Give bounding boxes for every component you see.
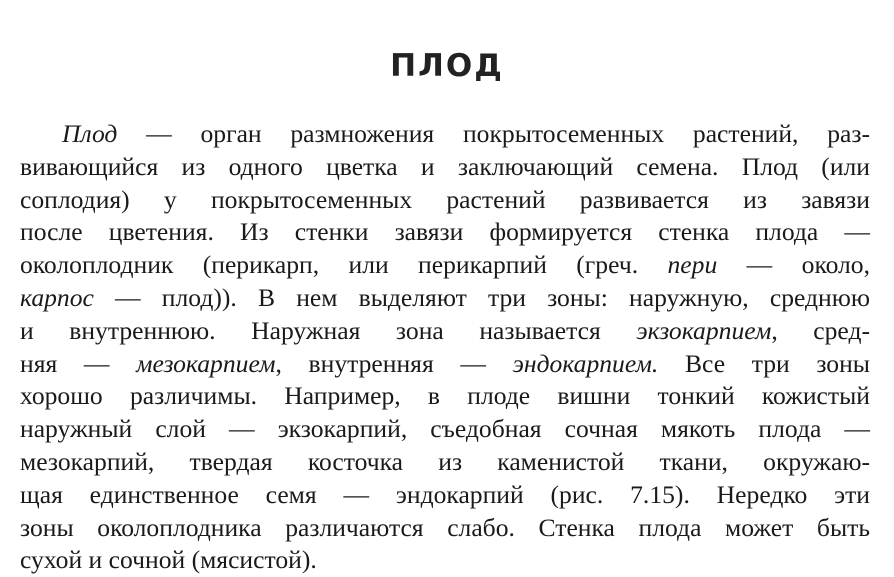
text-run: мезокарпий, твердая косточка из каменистой ткани, окружаю- (20, 446, 870, 476)
text-line (20, 216, 870, 249)
section-heading: ПЛОД (390, 48, 504, 84)
text-line (20, 512, 870, 545)
text-line (20, 446, 870, 479)
text-run: , внутренняя — (275, 348, 513, 378)
text-line (20, 380, 870, 413)
text-line (20, 249, 870, 282)
text-line (20, 282, 870, 315)
text-run: после цветения. Из стенки завязи формируется стенка плода — (20, 217, 870, 247)
text-run: соплодия) у покрытосеменных растений развивается из завязи (20, 184, 870, 214)
text-line (20, 479, 870, 512)
text-run: няя — (20, 348, 137, 378)
body-paragraph (20, 118, 870, 577)
italic-term: карпос (20, 282, 94, 312)
text-run: — около, (717, 250, 871, 280)
text-line (20, 118, 870, 151)
italic-term: Плод (62, 119, 118, 148)
text-line (20, 184, 870, 217)
italic-term: экзокарпием (636, 315, 772, 345)
text-line (20, 151, 870, 184)
text-line (20, 315, 870, 348)
text-run: Все три зоны (658, 348, 870, 378)
text-run: сухой и сочной (мясистой). (20, 545, 317, 575)
text-run: околоплодник (перикарп, или перикарпий (греч. (20, 250, 668, 280)
text-run: наружный слой — экзокарпий, съедобная сочная мякоть плода — (20, 414, 870, 444)
italic-term: пери (667, 250, 718, 280)
text-run: зоны околоплодника различаются слабо. Стенка плода может быть (20, 512, 870, 542)
text-run: вивающийся из одного цветка и заключающий семена. Плод (или (20, 151, 870, 181)
text-run: — орган размножения покрытосеменных растений, раз- (117, 119, 870, 148)
text-run: и внутреннюю. Наружная зона называется (20, 315, 637, 345)
text-run: — плод)). В нем выделяют три зоны: наружную, среднюю (93, 282, 870, 312)
text-run: хорошо различимы. Например, в плоде вишни тонкий кожистый (20, 381, 870, 411)
text-line (20, 413, 870, 446)
italic-term: эндокарпием. (512, 348, 659, 378)
text-line (20, 348, 870, 381)
text-run: , сред- (771, 315, 871, 345)
italic-term: мезокарпием (136, 348, 276, 378)
text-line (20, 544, 870, 577)
text-run: щая единственное семя — эндокарпий (рис. 7.15). Нередко эти (20, 479, 870, 509)
